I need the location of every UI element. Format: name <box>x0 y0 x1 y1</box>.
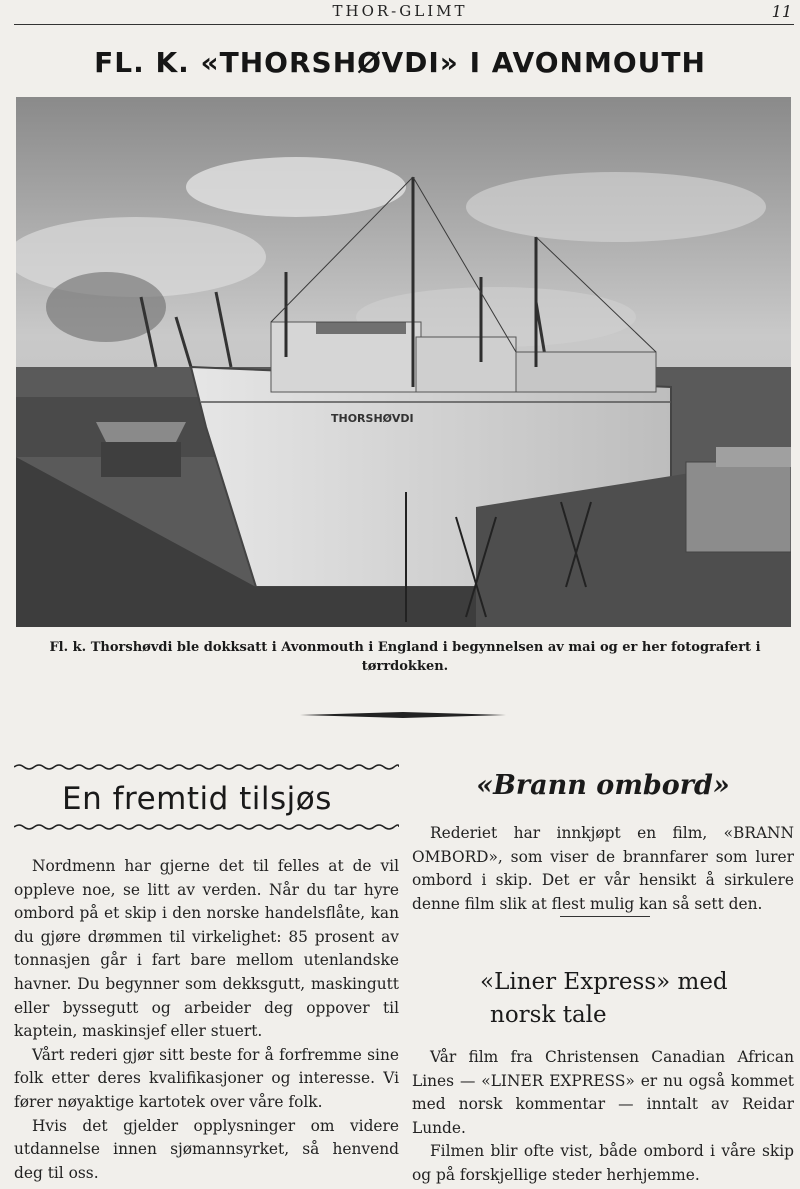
title-line-2: norsk tale <box>490 1002 607 1028</box>
page-number: 11 <box>771 2 792 21</box>
page-title: FL. K. «THORSHØVDI» I AVONMOUTH <box>94 46 706 79</box>
right-article-2-title <box>412 966 794 1032</box>
ship-photo <box>16 97 791 627</box>
wavy-rule-top <box>14 763 399 771</box>
right-article-1-title: «Brann ombord» <box>476 770 730 801</box>
right-article-1-body <box>412 822 794 916</box>
left-article-body <box>14 855 399 1185</box>
left-article-title: En fremtid tilsjøs <box>62 781 332 817</box>
running-title: THOR-GLIMT <box>332 2 468 20</box>
title-line-1: «Liner Express» med <box>480 969 728 995</box>
right-article-2-body <box>412 1046 794 1188</box>
paragraph: Nordmenn har gjerne det til felles at de vil oppleve noe, se litt av verden. Når du tar hyre ombord på et skip i den norske handelsflåte, kan du gjøre drømmen til virkelighet: 85 prosent av tonnasjen går i fart bare mellom utenlandske havner. Du begynner som dekksgutt, maskingutt eller byssegutt og arbeider deg oppover til kaptein, maskinsjef eller stuert. <box>14 857 399 1041</box>
header-rule <box>14 24 794 25</box>
photo-caption: Fl. k. Thorshøvdi ble dokksatt i Avonmouth i England i begynnelsen av mai og er her fotografert i tørrdokken. <box>49 640 761 674</box>
paragraph: Vår film fra Christensen Canadian African Lines — «LINER EXPRESS» er nu også kommet med norsk kommentar — inntalt av Reidar Lunde. <box>412 1048 794 1137</box>
short-divider <box>560 916 650 917</box>
paragraph: Filmen blir ofte vist, både ombord i våre skip og på forskjellige steder herhjemme. <box>412 1142 794 1184</box>
paragraph: Rederiet har innkjøpt en film, «BRANN OMBORD», som viser de brannfarer som lurer ombord i skip. Det er vår hensikt å sirkulere denne film slik at flest mulig kan så sett den. <box>412 824 794 913</box>
right-article-1-header <box>412 760 794 801</box>
paragraph: Hvis det gjelder opplysninger om videre utdannelse innen sjømannsyrket, så henvend deg til oss. <box>14 1116 399 1182</box>
wavy-rule-bottom <box>14 823 399 831</box>
ship-name-text: THORSHØVDI <box>331 412 414 425</box>
paragraph: Vårt rederi gjør sitt beste for å forfremme sine folk etter deres kvalifikasjoner og interesse. Vi fører nøyaktige kartotek over våre folk. <box>14 1045 399 1111</box>
section-divider <box>300 712 506 718</box>
left-article-header <box>14 763 399 831</box>
